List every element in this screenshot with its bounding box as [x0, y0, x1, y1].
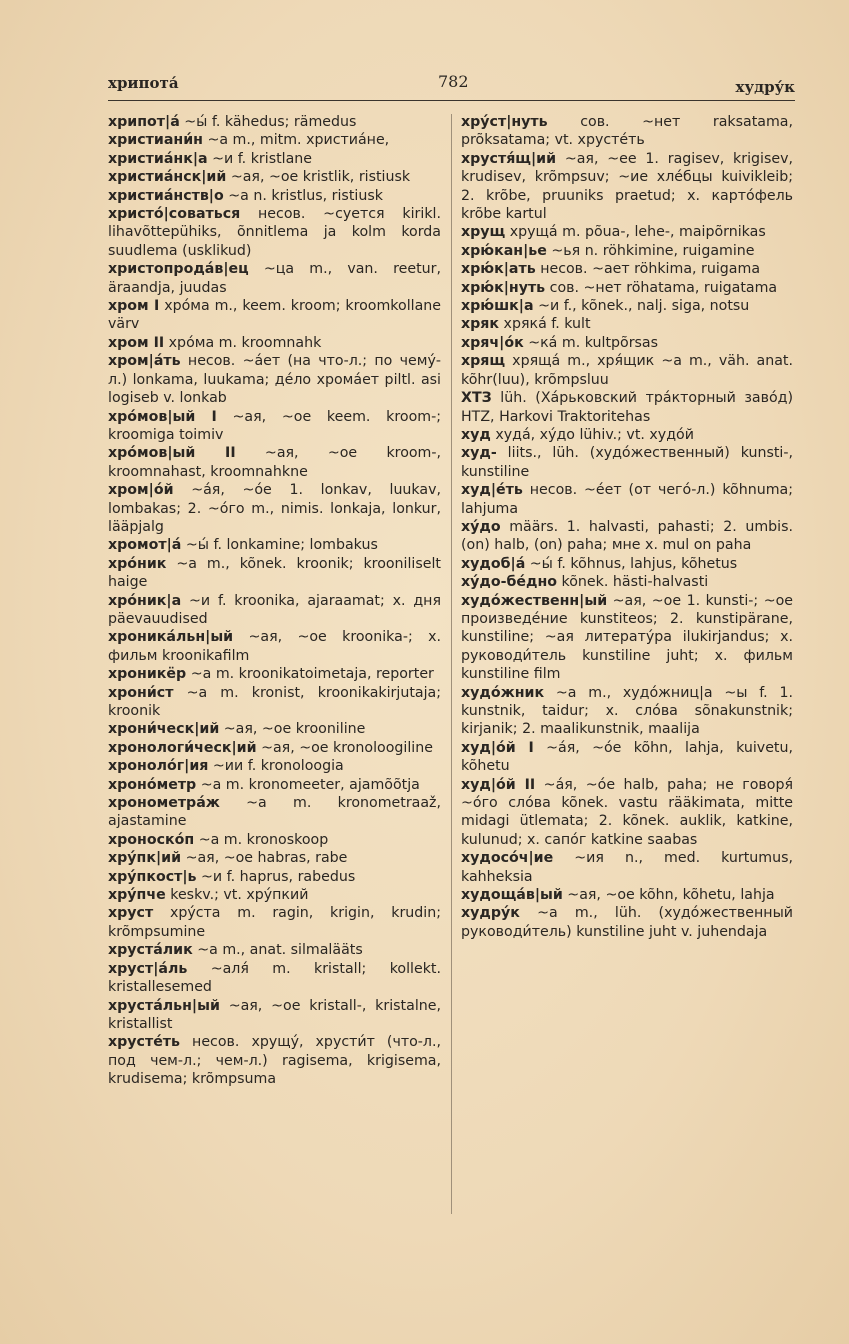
entry-definition: ~ая, ~ое keem. kroom-; kroomiga toimiv	[108, 408, 441, 443]
dictionary-entry	[461, 315, 793, 333]
entry-definition: ~ая, ~ое kristlik, ristiusk	[226, 169, 411, 186]
dictionary-entry	[108, 555, 441, 592]
entry-headword: христиани́н	[108, 132, 203, 149]
entry-headword: хруст|а́ль	[108, 960, 188, 977]
entry-headword: худосо́ч|ие	[461, 850, 554, 867]
dictionary-entry	[461, 426, 793, 444]
entry-definition: хряка́ f. kult	[499, 316, 591, 333]
dictionary-entry	[108, 776, 441, 794]
page-number: 782	[438, 72, 469, 91]
entry-headword: худ-	[461, 445, 497, 462]
dictionary-entry	[461, 776, 793, 850]
dictionary-entry	[108, 334, 441, 352]
entry-headword: хрони́ст	[108, 684, 174, 701]
dictionary-entry	[461, 592, 793, 684]
right-column	[461, 113, 793, 941]
entry-definition: сов. ~нет röhatama, ruigatama	[545, 279, 778, 296]
entry-headword: худру́к	[461, 905, 520, 922]
entry-definition: ~ка́ m. kultpõrsas	[523, 334, 659, 351]
dictionary-entry	[108, 997, 441, 1034]
entry-definition: ~ая, ~ое kroom-, kroomnahast, kroomnahkne	[108, 445, 442, 480]
entry-headword: худ	[461, 426, 491, 443]
entry-definition: ~и f. kroonika, ajaraamat; х. дня päevauudised	[108, 592, 441, 627]
entry-headword: хроноло́г|ия	[108, 758, 209, 775]
entry-definition: ~ая, ~ое krooniline	[219, 721, 366, 738]
entry-headword: хронометра́ж	[108, 795, 220, 812]
entry-definition: ~а m. kroonikatoimetaja, reporter	[186, 666, 434, 683]
dictionary-entry	[108, 628, 441, 665]
entry-headword: хро́мов|ый I	[108, 408, 217, 425]
entry-definition: ~ая, ~ое kroonika-; х. фильм kroonikafilm	[108, 629, 441, 664]
entry-headword: христиа́нств|о	[108, 187, 224, 204]
left-column	[108, 113, 441, 1089]
entry-definition: ~ая, ~ее 1. ragisev, krigisev, krudisev, krõmpsuv; ~ие хле́бцы kuivikleib; 2. krõbe, pruuniks praetud; х. карто́фель krõbe kartul	[461, 150, 793, 223]
dictionary-entry	[108, 849, 441, 867]
entry-headword: христиа́нк|а	[108, 150, 208, 167]
entry-definition: ~ья n. röhkimine, ruigamine	[546, 242, 755, 259]
dictionary-entry	[108, 794, 441, 831]
dictionary-entry	[108, 444, 441, 481]
dictionary-entry	[461, 886, 793, 904]
entry-headword: хроника́льн|ый	[108, 629, 234, 646]
entry-definition: ~ы́ f. kähedus; rämedus	[179, 114, 357, 130]
dictionary-entry	[461, 573, 793, 591]
entry-headword: хрони́ческ|ий	[108, 721, 220, 738]
entry-headword: хрящ	[461, 353, 506, 370]
entry-headword: хроникёр	[108, 666, 187, 683]
entry-headword: хро́ник	[108, 555, 167, 572]
dictionary-entry	[108, 536, 441, 554]
entry-definition: ~а m. kronomeeter, ajamõõtja	[196, 776, 420, 793]
dictionary-entry	[108, 481, 441, 536]
entry-definition: несов. ~а́ет (на что-л.; по чему́-л.) lonkama, luukama; де́ло хрома́ет piltl. asi logiseb v. lonkab	[108, 353, 441, 407]
dictionary-entry	[461, 223, 793, 241]
entry-definition: ~ии f. kronoloogia	[208, 758, 344, 775]
entry-definition: сов. ~нет raksatama, prõksatama; vt. хрусте́ть	[461, 114, 793, 149]
entry-headword: худо́жник	[461, 684, 545, 701]
entry-definition: ~а m., худо́жниц|а ~ы f. 1. kunstnik, taidur; х. сло́ва sõnakunstnik; kirjanik; 2. maalikunstnik, maalija	[461, 684, 793, 738]
entry-definition: хру́ста m. ragin, krigin, krudin; krõmpsumine	[108, 905, 441, 940]
dictionary-entry	[108, 131, 441, 149]
entry-definition: хро́ма m., keem. kroom; kroomkollane värv	[108, 298, 441, 333]
entry-headword: хру́пкост|ь	[108, 868, 197, 885]
page-header	[108, 70, 795, 101]
entry-headword: хрусте́ть	[108, 1034, 181, 1051]
entry-headword: хро́мов|ый II	[108, 445, 236, 462]
entry-headword: христиа́нск|ий	[108, 169, 227, 186]
entry-definition: ~а́я, ~о́е 1. lonkav, luukav, lombakas; 2. ~о́го m., nimis. lonkaja, lonkur, lääpjalg	[108, 482, 441, 535]
dictionary-entry	[461, 352, 793, 389]
entry-headword: хрустя́щ|ий	[461, 150, 557, 167]
entry-definition: ~а m., anat. silmalääts	[192, 942, 363, 959]
dictionary-entry	[461, 297, 793, 315]
entry-definition: хруща́ m. põua-, lehe-, maipõrnikas	[505, 224, 766, 241]
entry-definition: ~а m. kronoskoop	[194, 831, 329, 848]
dictionary-entry	[108, 168, 441, 186]
dictionary-entry	[461, 849, 793, 886]
header-first-word: хрипота́	[108, 74, 179, 92]
dictionary-entry	[461, 242, 793, 260]
dictionary-entry	[108, 352, 441, 407]
entry-definition: ~ия n., med. kurtumus, kahheksia	[461, 850, 793, 885]
entry-definition: несов. ~е́ет (от чего́-л.) kõhnuma; lahjuma	[461, 482, 793, 517]
dictionary-entry	[108, 592, 441, 629]
dictionary-entry	[461, 518, 793, 555]
entry-headword: хромот|а́	[108, 537, 182, 554]
entry-headword: хрипот|а́	[108, 114, 180, 130]
entry-definition: ~а m., kõnek. kroonik; krooniliselt haige	[108, 555, 441, 591]
entry-headword: хрю́шк|а	[461, 298, 534, 315]
entry-definition: ~а m., lüh. (худо́жественный руководи́тель) kunstiline juht v. juhendaja	[461, 905, 793, 940]
entry-definition: ~ы́ f. lonkamine; lombakus	[181, 537, 378, 554]
entry-headword: хром II	[108, 334, 165, 351]
entry-definition: ~а m., mitm. христиа́не,	[202, 132, 390, 149]
entry-headword: хру́пк|ий	[108, 850, 182, 867]
entry-definition: ~ая, ~ое 1. kunsti-; ~ое произведе́ние kunstiteos; 2. kunstipärane, kunstiline; ~ая литерату́ра ilukirjandus; х. руководи́тель kunstiline juht; х. фильм kunstiline film	[461, 592, 793, 683]
entry-definition: несов. ~ает röhkima, ruigama	[535, 261, 761, 278]
entry-definition: määrs. 1. halvasti, pahasti; 2. umbis. (on) halb, (on) paha; мне х. mul on paha	[461, 518, 793, 554]
entry-definition: ~ая, ~ое kronoloogiline	[256, 739, 433, 756]
entry-headword: худ|о́й I	[461, 739, 534, 756]
dictionary-entry	[108, 205, 441, 260]
dictionary-entry	[108, 260, 441, 297]
entry-definition: lüh. (Ха́рьковский тра́кторный заво́д) HTZ, Harkovi Traktoritehas	[461, 390, 793, 425]
entry-definition: ~а́я, ~о́е halb, paha; не говоря́ ~о́го сло́ва kõnek. vastu rääkimata, mitte midagi ütlemata; 2. kõnek. auklik, katkine, kulunud; х. сапо́г katkine saabas	[461, 776, 793, 848]
entry-definition: хро́ма m. kroomnahk	[164, 334, 322, 351]
dictionary-entry	[461, 389, 793, 426]
dictionary-entry	[461, 113, 793, 150]
entry-headword: хру́ст|нуть	[461, 114, 548, 130]
entry-definition: liits., lüh. (худо́жественный) kunsti-, kunstiline	[461, 445, 793, 480]
dictionary-entry	[108, 408, 441, 445]
entry-headword: худ|о́й II	[461, 776, 536, 793]
entry-headword: ху́до-бе́дно	[461, 574, 558, 591]
dictionary-entry	[108, 1033, 441, 1088]
column-divider	[451, 114, 452, 1214]
dictionary-entry	[461, 904, 793, 941]
entry-headword: христопрода́в|ец	[108, 261, 249, 278]
dictionary-entry	[461, 739, 793, 776]
entry-definition: ~и f., kõnek., nalj. siga, notsu	[533, 298, 750, 315]
entry-definition: ~и f. haprus, rabedus	[196, 868, 356, 885]
entry-definition: ~а m. kronist, kroonikakirjutaja; kroonik	[108, 684, 441, 719]
entry-headword: хруста́льн|ый	[108, 997, 220, 1014]
dictionary-entry	[108, 886, 441, 904]
dictionary-entry	[108, 868, 441, 886]
entry-headword: хро́ник|а	[108, 592, 182, 609]
entry-definition: ~ы́ f. kõhnus, lahjus, kõhetus	[525, 555, 738, 572]
dictionary-entry	[461, 684, 793, 739]
dictionary-entry	[108, 297, 441, 334]
entry-definition: несов. ~суется kirikl. lihavõttepühiks, õnnitlema ja kolm korda suudlema (usklikud)	[108, 206, 441, 259]
entry-headword: хряк	[461, 316, 500, 333]
entry-headword: хрю́к|нуть	[461, 279, 546, 296]
dictionary-entry	[108, 187, 441, 205]
dictionary-entry	[108, 113, 441, 131]
entry-headword: худ|е́ть	[461, 482, 523, 499]
entry-headword: хром|о́й	[108, 482, 174, 499]
dictionary-entry	[108, 720, 441, 738]
dictionary-entry	[461, 260, 793, 278]
dictionary-entry	[108, 904, 441, 941]
dictionary-entry	[108, 960, 441, 997]
entry-definition: несов. хрущу́, хрусти́т (что-л., под чем-л.; чем-л.) ragisema, krigisema, krudisema; krõmpsuma	[108, 1034, 441, 1088]
dictionary-entry	[461, 279, 793, 297]
dictionary-entry	[108, 665, 441, 683]
entry-headword: худоща́в|ый	[461, 887, 563, 904]
entry-headword: хруст	[108, 905, 154, 922]
entry-headword: хрю́кан|ье	[461, 242, 547, 259]
dictionary-entry	[108, 757, 441, 775]
dictionary-entry	[461, 555, 793, 573]
entry-definition: ~а m. kronometraaž, ajastamine	[108, 795, 441, 830]
entry-headword: хрю́к|ать	[461, 261, 536, 278]
entry-headword: хром|а́ть	[108, 353, 181, 370]
entry-definition: ~ая, ~ое kristall-, kristalne, kristallist	[108, 997, 441, 1032]
entry-headword: хруста́лик	[108, 942, 193, 959]
entry-headword: хроно́метр	[108, 776, 197, 793]
dictionary-entry	[108, 684, 441, 721]
entry-definition: худа́, ху́до lühiv.; vt. худо́й	[490, 426, 694, 443]
dictionary-entry	[461, 444, 793, 481]
entry-headword: худо́жественн|ый	[461, 592, 608, 609]
entry-headword: хряч|о́к	[461, 334, 524, 351]
entry-headword: хроноско́п	[108, 831, 195, 848]
entry-definition: ~а n. kristlus, ristiusk	[223, 187, 383, 204]
entry-headword: хру́пче	[108, 887, 166, 904]
entry-headword: христо́|соваться	[108, 206, 241, 223]
entry-definition: ~и f. kristlane	[207, 150, 313, 167]
dictionary-entry	[108, 941, 441, 959]
entry-definition: ~ая, ~ое habras, rabe	[181, 850, 348, 867]
entry-headword: хром I	[108, 298, 160, 315]
dictionary-entry	[108, 739, 441, 757]
entry-definition: kõnek. hästi-halvasti	[557, 574, 709, 591]
entry-definition: ~ая, ~ое kõhn, kõhetu, lahja	[562, 887, 775, 904]
header-last-word: худру́к	[735, 78, 795, 96]
entry-headword: хронологи́ческ|ий	[108, 739, 257, 756]
entry-headword: ХТЗ	[461, 390, 492, 407]
entry-headword: ху́до	[461, 518, 501, 535]
entry-definition: ~ца m., van. reetur, äraandja, juudas	[108, 261, 441, 296]
dictionary-entry	[108, 831, 441, 849]
entry-definition: ~аля́ m. kristall; kollekt. kristallesemed	[108, 960, 441, 996]
entry-definition: keskv.; vt. хру́пкий	[165, 887, 309, 904]
dictionary-entry	[108, 150, 441, 168]
dictionary-entry	[461, 334, 793, 352]
dictionary-entry	[461, 481, 793, 518]
entry-definition: хряща́ m., хря́щик ~а m., väh. anat. kõhr(luu), krõmpsluu	[461, 353, 793, 388]
entry-definition: ~а́я, ~о́е kõhn, lahja, kuivetu, kõhetu	[461, 739, 793, 775]
dictionary-entry	[461, 150, 793, 224]
entry-headword: худоб|а́	[461, 555, 526, 572]
entry-headword: хрущ	[461, 224, 506, 241]
